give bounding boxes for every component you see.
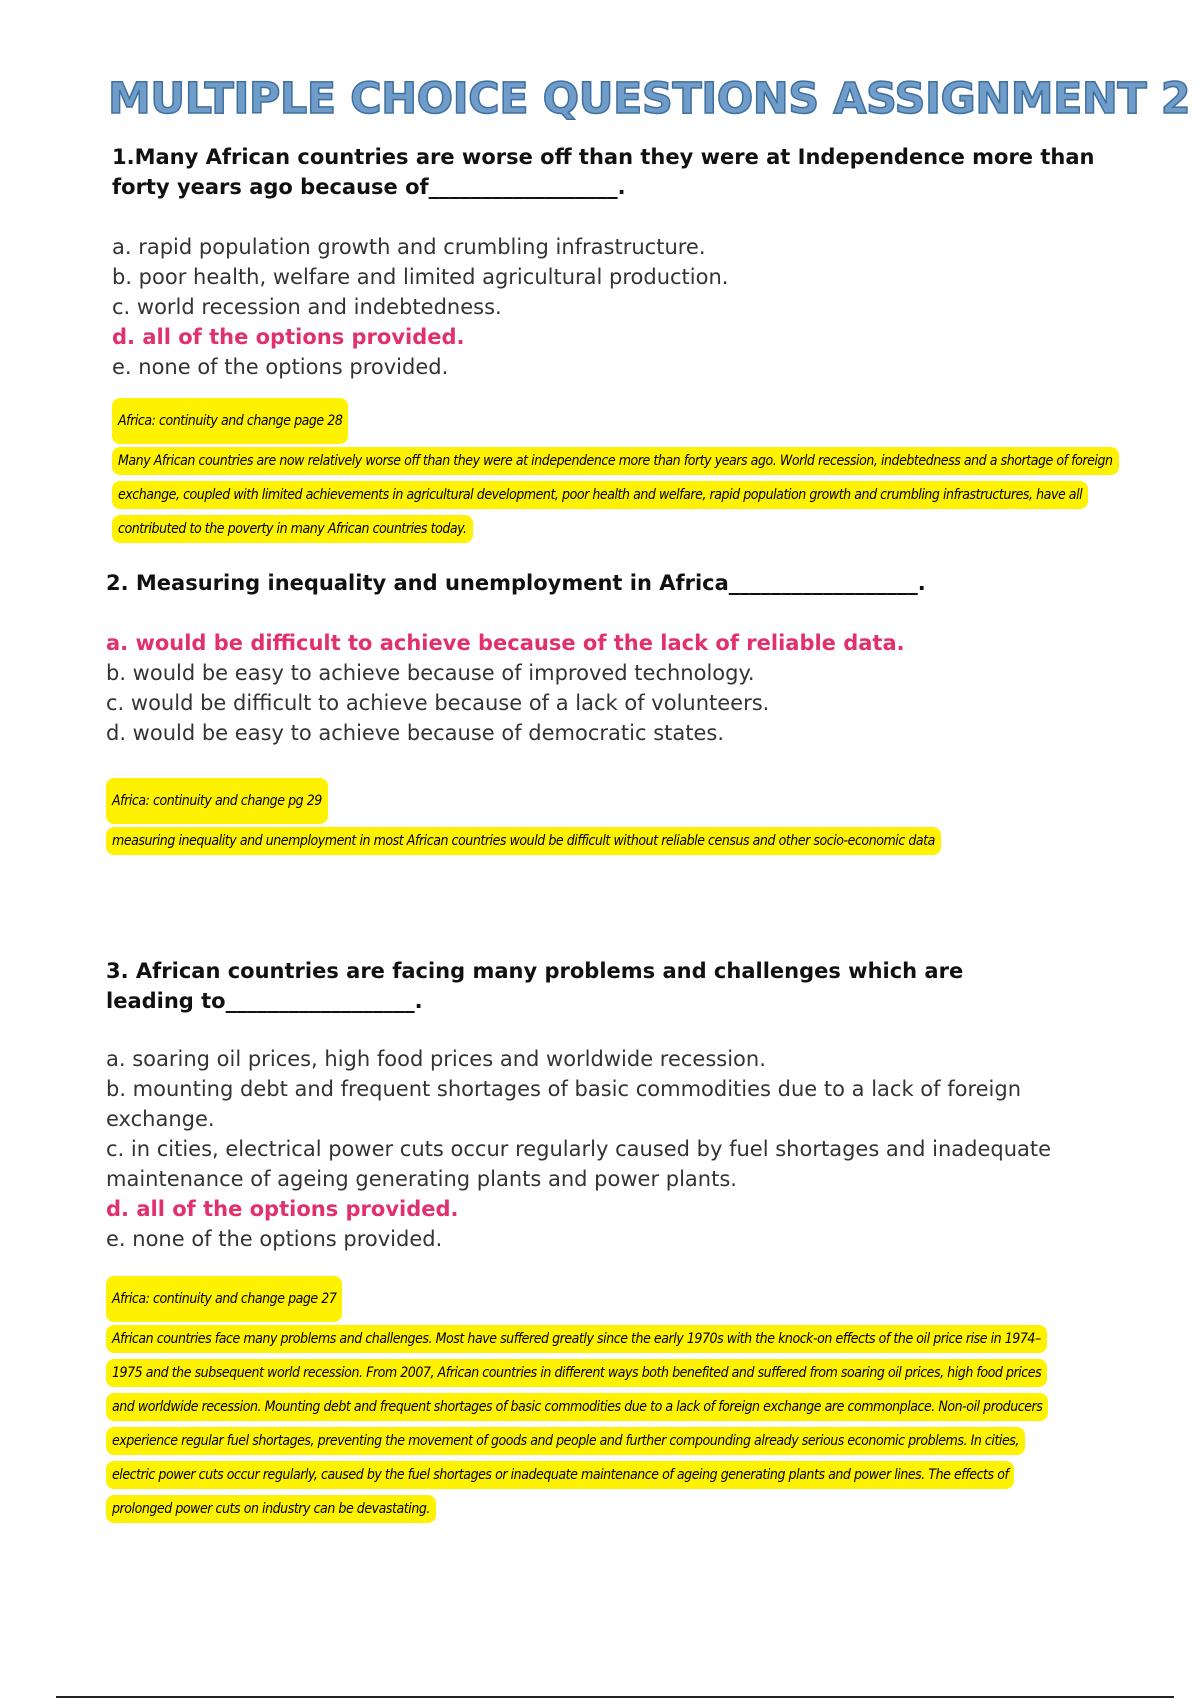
question-2-option-b: b. would be easy to achieve because of improved technology. xyxy=(106,661,755,685)
question-3-note xyxy=(106,1276,1062,1526)
question-3-option-e: e. none of the options provided. xyxy=(106,1227,443,1251)
question-1-option-b: b. poor health, welfare and limited agricultural production. xyxy=(112,265,729,289)
question-1-option-d-correct: d. all of the options provided. xyxy=(112,325,465,349)
question-3-option-c: c. in cities, electrical power cuts occur regularly caused by fuel shortages and inadequate maintenance of ageing generating plants and power plants. xyxy=(106,1137,1052,1191)
question-1-options xyxy=(112,232,728,382)
question-2-note-text: measuring inequality and unemployment in most African countries would be difficult without reliable census and other socio-economic data xyxy=(106,827,941,855)
question-1-option-e: e. none of the options provided. xyxy=(112,355,449,379)
question-3-note-text: African countries face many problems and challenges. Most have suffered greatly since the early 1970s with the knock-on effects of the oil price rise in 1974–1975 and the subsequent world recession. From 2007, African countries in different ways both benefited and suffered from soaring oil prices, high food prices and worldwide recession. Mounting debt and frequent shortages of basic commodities due to a lack of foreign exchange are commonplace. Non-oil producers experience regular fuel shortages, preventing the movement of goods and people and further compounding already serious economic problems. In cities, electric power cuts occur regularly, caused by the fuel shortages or inadequate maintenance of ageing generating plants and power lines. The effects of prolonged power cuts on industry can be devastating. xyxy=(106,1325,1048,1523)
question-3-text: 3. African countries are facing many problems and challenges which are leading to__________________. xyxy=(106,959,964,1013)
question-3-option-a: a. soaring oil prices, high food prices and worldwide recession. xyxy=(106,1047,766,1071)
question-1-text: 1.Many African countries are worse off than they were at Independence more than forty years ago because of__________________. xyxy=(112,145,1095,199)
question-3-note-source: Africa: continuity and change page 27 xyxy=(106,1276,342,1322)
question-2-option-d: d. would be easy to achieve because of democratic states. xyxy=(106,721,725,745)
page-bottom-divider xyxy=(56,1696,1174,1698)
question-1-note-source: Africa: continuity and change page 28 xyxy=(112,398,348,444)
question-2-note-source: Africa: continuity and change pg 29 xyxy=(106,778,328,824)
question-1-option-c: c. world recession and indebtedness. xyxy=(112,295,502,319)
question-1-note xyxy=(112,398,1118,546)
question-3-option-b: b. mounting debt and frequent shortages of basic commodities due to a lack of foreign exchange. xyxy=(106,1077,1022,1131)
question-3-option-d-correct: d. all of the options provided. xyxy=(106,1197,459,1221)
question-2-note xyxy=(106,778,1116,858)
question-2-text: 2. Measuring inequality and unemployment in Africa__________________. xyxy=(106,571,926,595)
question-2-option-c: c. would be difficult to achieve because of a lack of volunteers. xyxy=(106,691,770,715)
question-3-options xyxy=(106,1044,1066,1254)
question-1-note-text: Many African countries are now relatively worse off than they were at independence more than forty years ago. World recession, indebtedness and a shortage of foreign exchange, coupled with limited achievements in agricultural development, poor health and welfare, rapid population growth and crumbling infrastructures, have all contributed to the poverty in many African countries today. xyxy=(112,447,1119,543)
question-2-option-a-correct: a. would be difficult to achieve because of the lack of reliable data. xyxy=(106,631,905,655)
page-title: MULTIPLE CHOICE QUESTIONS ASSIGNMENT 2 xyxy=(108,74,1191,124)
question-1-option-a: a. rapid population growth and crumbling infrastructure. xyxy=(112,235,706,259)
question-2-options xyxy=(106,628,905,748)
